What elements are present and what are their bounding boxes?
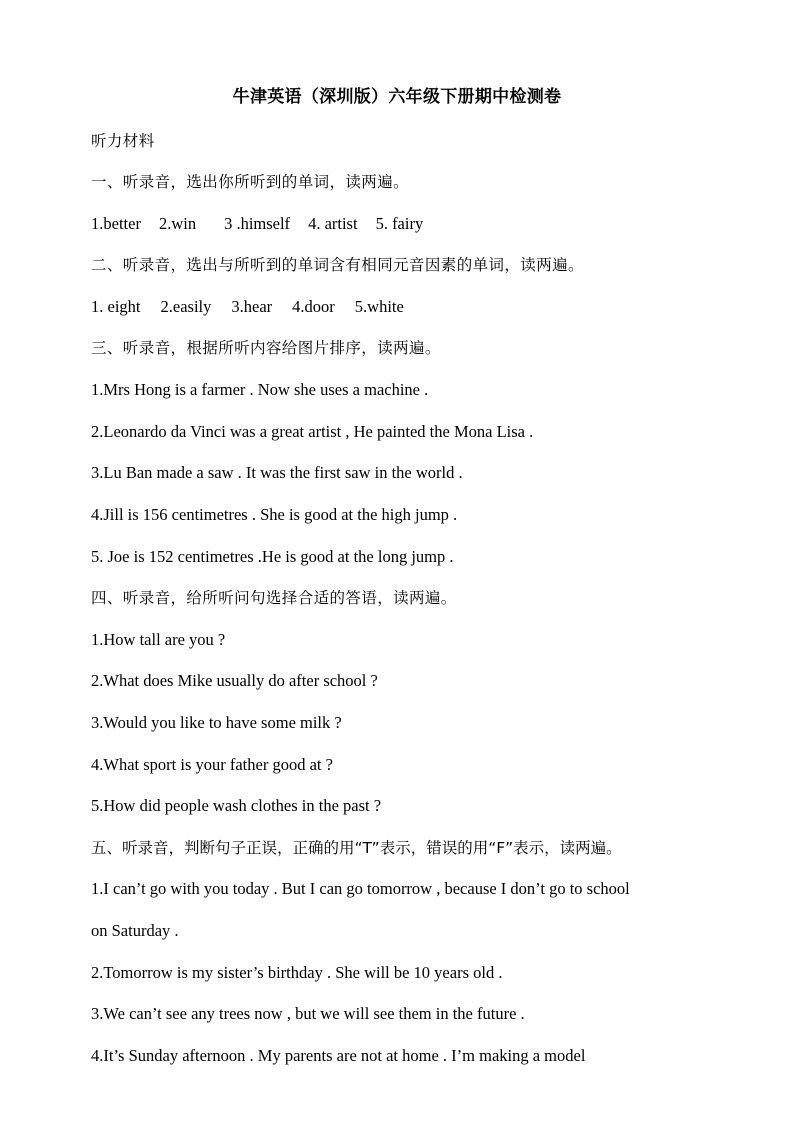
sentence-line: 3.Would you like to have some milk ? bbox=[91, 713, 342, 732]
sentence-line: 5.How did people wash clothes in the past ? bbox=[91, 796, 382, 815]
sentence-line: 1.Mrs Hong is a farmer . Now she uses a machine . bbox=[91, 380, 429, 399]
section-2-words bbox=[91, 294, 404, 320]
sentence-line: 4.It’s Sunday afternoon . My parents are not at home . I’m making a model bbox=[91, 1046, 586, 1065]
word-item: 2.easily bbox=[160, 297, 212, 316]
sentence-line: 2.Tomorrow is my sister’s birthday . She will be 10 years old . bbox=[91, 963, 503, 982]
sentence-line: 3.Lu Ban made a saw . It was the first saw in the world . bbox=[91, 463, 463, 482]
document-title: 牛津英语（深圳版）六年级下册期中检测卷 bbox=[232, 87, 562, 106]
section-2-instruction: 二、听录音，选出与所听到的单词含有相同元音因素的单词，读两遍。 bbox=[91, 256, 584, 274]
sentence-line: 1.How tall are you ? bbox=[91, 630, 226, 649]
sentence-line: 4.What sport is your father good at ? bbox=[91, 755, 333, 774]
sentence-line: 3.We can’t see any trees now , but we will see them in the future . bbox=[91, 1004, 525, 1023]
section-4-instruction: 四、听录音，给所听问句选择合适的答语，读两遍。 bbox=[91, 589, 457, 607]
sentence-line: 2.Leonardo da Vinci was a great artist , He painted the Mona Lisa . bbox=[91, 422, 534, 441]
word-item: 3.hear bbox=[231, 297, 273, 316]
word-item: 1. eight bbox=[91, 297, 141, 316]
section-5-instruction: 五、听录音，判断句子正误，正确的用“T”表示，错误的用“F”表示，读两遍。 bbox=[91, 839, 622, 857]
word-item: 4. artist bbox=[308, 214, 358, 233]
section-1-instruction: 一、听录音，选出你所听到的单词，读两遍。 bbox=[91, 173, 410, 191]
sentence-line: 5. Joe is 152 centimetres .He is good at the long jump . bbox=[91, 547, 454, 566]
word-item: 3 .himself bbox=[224, 214, 291, 233]
word-item: 4.door bbox=[292, 297, 335, 316]
section-1-words bbox=[91, 211, 423, 237]
section-heading: 听力材料 bbox=[91, 132, 155, 150]
word-item: 5.white bbox=[354, 297, 404, 316]
sentence-line: 2.What does Mike usually do after school ? bbox=[91, 671, 378, 690]
sentence-line: 1.I can’t go with you today . But I can go tomorrow , because I don’t go to school bbox=[91, 879, 630, 898]
sentence-line: on Saturday . bbox=[91, 921, 179, 940]
section-3-instruction: 三、听录音，根据所听内容给图片排序，读两遍。 bbox=[91, 339, 441, 357]
word-item: 1.better bbox=[91, 214, 141, 233]
word-item: 2.win bbox=[158, 214, 197, 233]
sentence-line: 4.Jill is 156 centimetres . She is good at the high jump . bbox=[91, 505, 458, 524]
word-item: 5. fairy bbox=[375, 214, 424, 233]
